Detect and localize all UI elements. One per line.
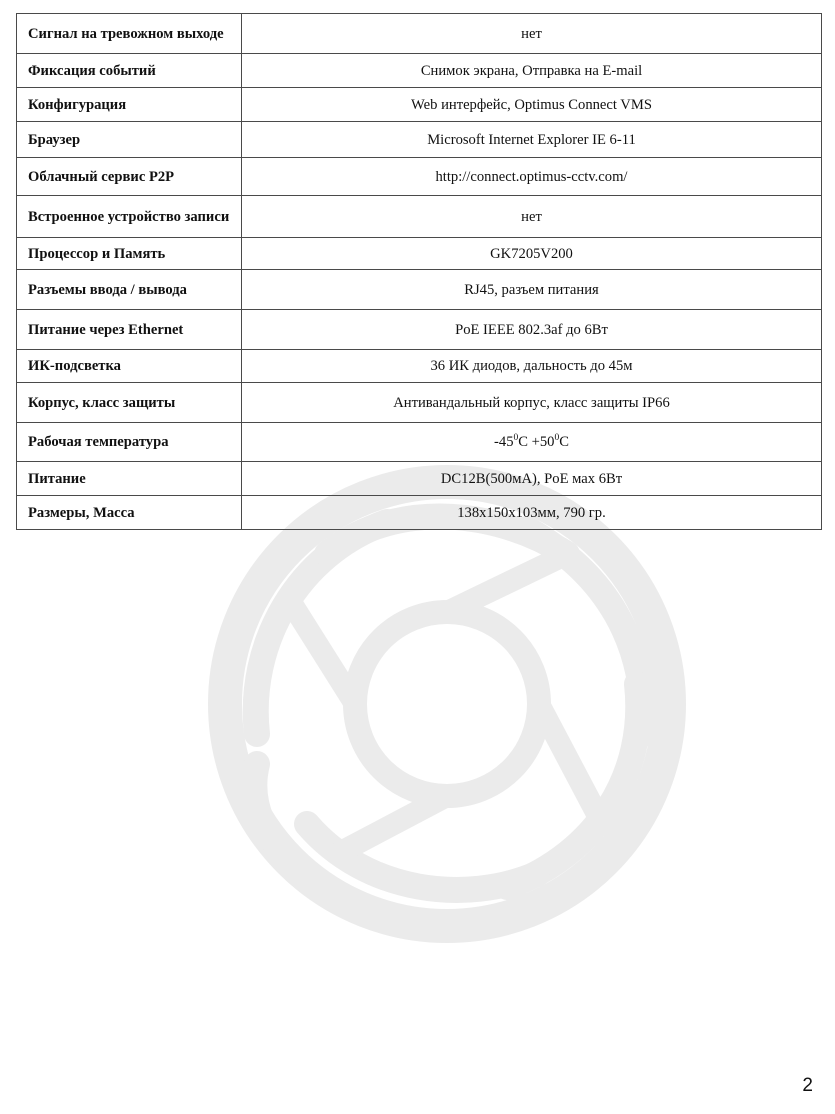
table-row bbox=[17, 196, 822, 238]
table-row bbox=[17, 310, 822, 350]
spec-label: Процессор и Память bbox=[17, 238, 242, 270]
temp-sep: C +50 bbox=[518, 434, 555, 450]
spec-label: Встроенное устройство записи bbox=[17, 196, 242, 238]
table-row bbox=[17, 496, 822, 530]
spec-label: Размеры, Масса bbox=[17, 496, 242, 530]
table-row bbox=[17, 54, 822, 88]
shutter-logo-watermark-icon bbox=[205, 462, 689, 946]
spec-value: Антивандальный корпус, класс защиты IP66 bbox=[242, 383, 822, 423]
spec-label: Сигнал на тревожном выходе bbox=[17, 14, 242, 54]
degree-mark: 0 bbox=[554, 433, 560, 443]
spec-value: DC12B(500мА), PoE мах 6Вт bbox=[242, 462, 822, 496]
spec-label: ИК-подсветка bbox=[17, 350, 242, 383]
table-row bbox=[17, 462, 822, 496]
spec-value: Снимок экрана, Отправка на E-mail bbox=[242, 54, 822, 88]
spec-label: Браузер bbox=[17, 122, 242, 158]
spec-label: Разъемы ввода / вывода bbox=[17, 270, 242, 310]
table-row bbox=[17, 158, 822, 196]
spec-value: 138x150x103мм, 790 гр. bbox=[242, 496, 822, 530]
table-row bbox=[17, 122, 822, 158]
table-row bbox=[17, 238, 822, 270]
spec-value: нет bbox=[242, 196, 822, 238]
table-row bbox=[17, 423, 822, 462]
spec-value-temperature bbox=[242, 423, 822, 462]
table-row bbox=[17, 350, 822, 383]
spec-label: Корпус, класс защиты bbox=[17, 383, 242, 423]
spec-value: 36 ИК диодов, дальность до 45м bbox=[242, 350, 822, 383]
spec-label: Питание через Ethernet bbox=[17, 310, 242, 350]
table-row bbox=[17, 14, 822, 54]
spec-value: RJ45, разъем питания bbox=[242, 270, 822, 310]
spec-label: Питание bbox=[17, 462, 242, 496]
spec-label: Облачный сервис P2P bbox=[17, 158, 242, 196]
spec-value: Microsoft Internet Explorer IE 6-11 bbox=[242, 122, 822, 158]
table-row bbox=[17, 88, 822, 122]
table-row bbox=[17, 383, 822, 423]
spec-label: Фиксация событий bbox=[17, 54, 242, 88]
spec-value: PoE IEEE 802.3af до 6Вт bbox=[242, 310, 822, 350]
temp-min: -45 bbox=[494, 434, 514, 450]
degree-mark: 0 bbox=[513, 433, 519, 443]
spec-value: GK7205V200 bbox=[242, 238, 822, 270]
temp-unit: C bbox=[559, 434, 569, 450]
spec-value: нет bbox=[242, 14, 822, 54]
spec-value: http://connect.optimus-cctv.com/ bbox=[242, 158, 822, 196]
spec-label: Конфигурация bbox=[17, 88, 242, 122]
specifications-table bbox=[16, 13, 822, 530]
page-number: 2 bbox=[802, 1075, 813, 1096]
spec-label: Рабочая температура bbox=[17, 423, 242, 462]
spec-value: Web интерфейс, Optimus Connect VMS bbox=[242, 88, 822, 122]
table-row bbox=[17, 270, 822, 310]
